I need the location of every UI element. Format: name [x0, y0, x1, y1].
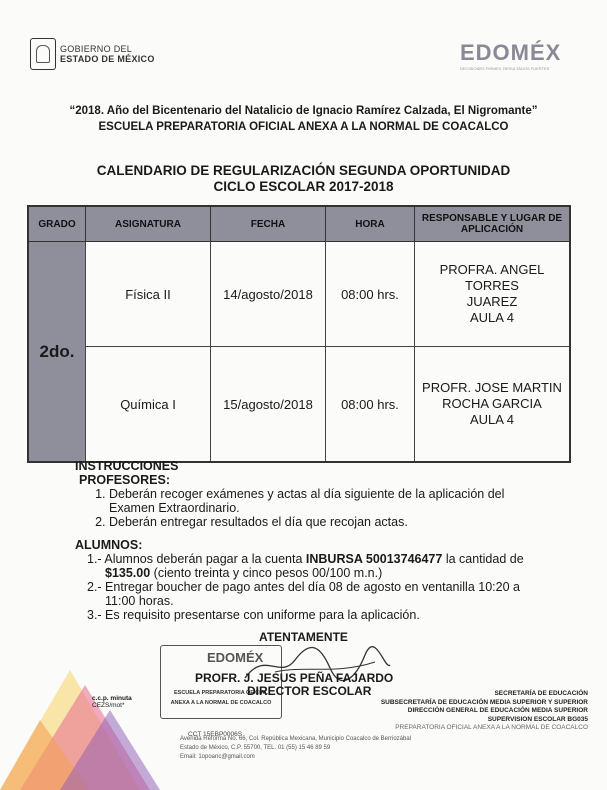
cct-code: CCT 15EBP0006S [188, 731, 243, 738]
aula-line: AULA 4 [469, 310, 515, 325]
responsable-line: JUAREZ [466, 294, 518, 309]
table-row [28, 242, 570, 347]
alumno1-text: la cantidad de [442, 552, 524, 566]
account-number: INBURSA 50013746477 [305, 552, 443, 566]
header-grado: GRADO [28, 206, 86, 242]
year-motto: “2018. Año del Bicentenario del Natalicio de Ignacio Ramírez Calzada, El Nigromante” [69, 105, 538, 117]
header-fecha: FECHA [211, 206, 326, 242]
table-header-row [28, 206, 570, 242]
list-item: 3.- Es requisito presentarse con uniforme para la aplicación. [87, 608, 420, 622]
secretaria-line: SECRETARÍA DE EDUCACIÓN [494, 690, 588, 697]
aula-line: AULA 4 [469, 412, 515, 427]
gob-line1: GOBIERNO DEL [60, 44, 133, 54]
document-title: CALENDARIO DE REGULARIZACIÓN SEGUNDA OPORTUNIDAD [96, 163, 511, 178]
list-item [87, 552, 545, 580]
alumno1-text: 1.- Alumnos deberán pagar a la cuenta [87, 552, 306, 566]
instructions-heading: INSTRUCCIONES [75, 459, 179, 473]
hora-cell: 08:00 hrs. [326, 347, 415, 463]
school-name: ESCUELA PREPARATORIA OFICIAL ANEXA A LA NORMAL DE COACALCO [98, 121, 509, 133]
amount: $135.00 [105, 566, 151, 580]
address-block [180, 735, 411, 762]
profesores-list [75, 487, 545, 529]
gobierno-seal-icon [30, 38, 56, 70]
responsable-line: PROFRA. ANGEL TORRES [439, 262, 545, 293]
fecha-cell: 15/agosto/2018 [211, 347, 326, 463]
stamp-logo: EDOMÉX [207, 650, 264, 665]
alumno1-text: (ciento treinta y cinco pesos 00/100 m.n.) [150, 566, 383, 580]
alumnos-list [75, 552, 545, 622]
profesores-heading: PROFESORES: [79, 473, 170, 487]
header-asignatura: ASIGNATURA [86, 206, 211, 242]
director-name: PROFR. J. JESUS PEÑA FAJARDO [195, 671, 394, 685]
director-role: DIRECTOR ESCOLAR [247, 684, 372, 698]
responsable-line: ROCHA GARCIA [442, 396, 542, 411]
email-line: Email: 1opoanc@gmail.com [180, 754, 255, 760]
edomex-tagline: DECISIONES FIRMES, RESULTADOS FUERTES [460, 66, 550, 71]
instructions-section [75, 459, 545, 529]
schedule-table [27, 205, 571, 463]
fecha-cell: 14/agosto/2018 [211, 242, 326, 347]
gobierno-logo-text [60, 44, 155, 64]
edomex-logo: EDOMÉX [460, 40, 562, 65]
stamp-line2: ANEXA A LA NORMAL DE COACALCO [170, 700, 272, 706]
secretaria-line: SUPERVISION ESCOLAR BG035 [487, 715, 588, 723]
hora-cell: 08:00 hrs. [326, 242, 415, 347]
asignatura-cell: Química I [86, 347, 211, 463]
decorative-triangles [0, 630, 160, 790]
header-hora: HORA [326, 206, 415, 242]
secretaria-block [340, 690, 588, 733]
list-item: 2. Deberán entregar resultados el día que recojan actas. [109, 515, 545, 529]
list-item: 2.- Entregar boucher de pago antes del día 08 de agosto en ventanilla 10:20 a 11:00 horas. [87, 580, 520, 608]
gob-line2: ESTADO DE MÉXICO [60, 54, 155, 64]
asignatura-cell: Física II [86, 242, 211, 347]
address-line: Estado de México, C.P. 55700, TEL. 01 (55) 15 46 89 59 [180, 745, 331, 751]
table-row [28, 347, 570, 463]
list-item: 1. Deberán recoger exámenes y actas al día siguiente de la aplicación del Examen Extraordinario. [109, 487, 545, 515]
secretaria-line: PREPARATORIA OFICIAL ANEXA A LA NORMAL DE COACALCO [395, 724, 588, 731]
responsable-cell [415, 347, 571, 463]
secretaria-line: DIRECCIÓN GENERAL DE EDUCACIÓN MEDIA SUPERIOR [407, 707, 588, 714]
grado-cell: 2do. [28, 242, 86, 463]
alumnos-section [75, 538, 545, 622]
stamp-line1: ESCUELA PREPARATORIA OFICIAL [173, 690, 268, 696]
ccp-block [92, 695, 132, 709]
alumnos-heading: ALUMNOS: [75, 538, 143, 552]
atentamente: ATENTAMENTE [259, 630, 348, 644]
ccp-line: c.c.p. minuta [92, 695, 132, 702]
document-subtitle: CICLO ESCOLAR 2017-2018 [213, 179, 394, 194]
header-responsable: RESPONSABLE Y LUGAR DE APLICACIÓN [415, 206, 571, 242]
secretaria-line: SUBSECRETARÍA DE EDUCACIÓN MEDIA SUPERIOR Y SUPERIOR [380, 698, 588, 706]
responsable-cell [415, 242, 571, 347]
ccp-line: CEZS/mot* [92, 702, 125, 709]
responsable-line: PROFR. JOSE MARTIN [422, 380, 562, 395]
address-line: Avenida Reforma No. 66, Col. República Mexicana, Municipio Coacalco de Berriozábal [180, 736, 412, 742]
